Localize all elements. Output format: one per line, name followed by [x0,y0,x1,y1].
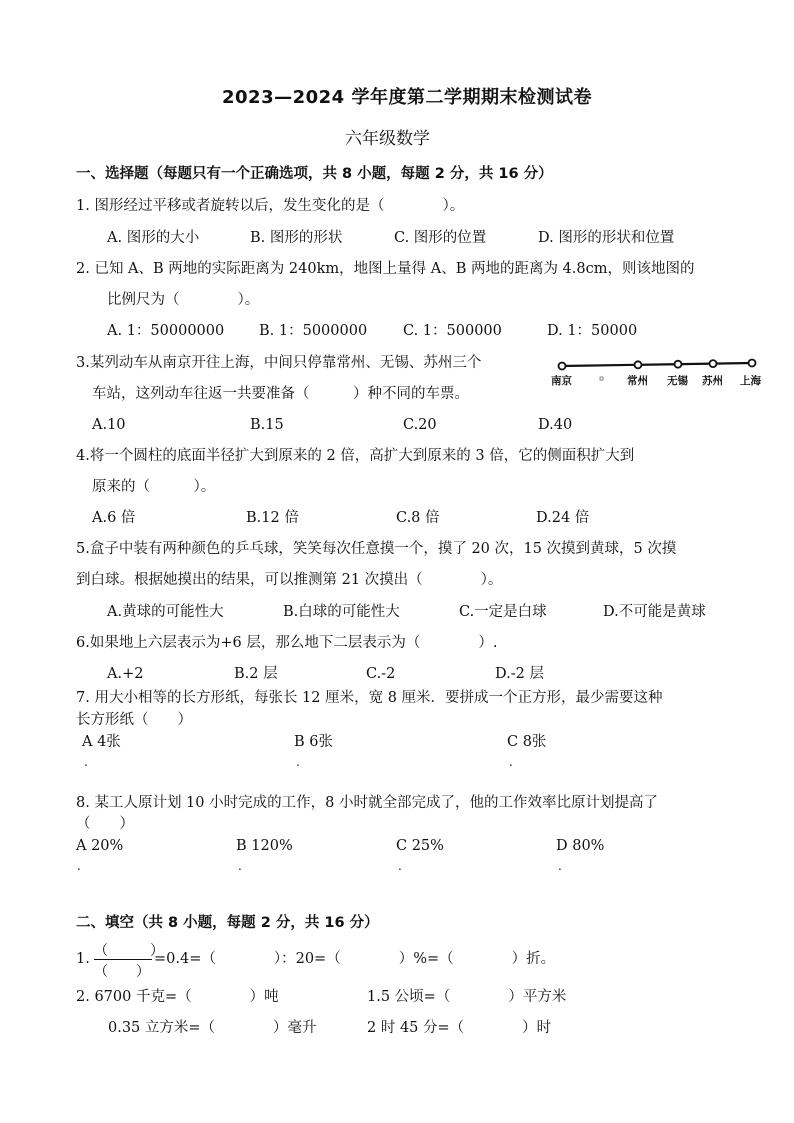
q8-dot-a: . [77,859,81,873]
station-marker-changzhou [635,361,642,368]
q6-option-b: B.2 层 [234,666,278,682]
fill-q2-item-2: 1.5 公顷=（ ）平方米 [367,989,567,1005]
q1-option-b: B. 图形的形状 [250,230,343,246]
railway-route-diagram [548,356,768,392]
station-label-suzhou: 苏州 [702,375,723,387]
q7-dot-b: . [296,755,300,769]
q8-dot-b: . [238,859,242,873]
q4-option-d: D.24 倍 [536,510,590,526]
q5-stem-2: 到白球。根据她摸出的结果，可以推测第 21 次摸出（ ）。 [76,572,503,588]
q3-option-b: B.15 [250,417,284,433]
fill-q1-number: 1. [76,951,90,967]
q4-option-c: C.8 倍 [396,510,440,526]
q5-option-c: C.一定是白球 [459,604,547,620]
q7-option-b: B 6张 [294,734,333,750]
q7-option-a: A 4张 [82,734,121,750]
fraction-bar [94,959,152,960]
q6-option-d: D.-2 层 [495,666,544,682]
q5-stem: 5.盒子中装有两种颜色的乒乓球，笑笑每次任意摸一个，摸了 20 次，15 次摸到黄球，5 次摸 [76,541,677,557]
q7-stem-2: 长方形纸（ ） [76,712,192,728]
q8-stem-2: （ ） [76,816,134,832]
fill-q1-rest: =0.4=（ ）：20=（ ）%=（ ）折。 [154,951,556,967]
q1-option-d: D. 图形的形状和位置 [538,230,675,246]
q2-stem-2: 比例尺为（ ）。 [107,292,260,308]
fraction-blank [92,940,164,980]
q1-stem: 1. 图形经过平移或者旋转以后，发生变化的是（ ）。 [76,198,465,214]
fill-q2-item-1: 2. 6700 千克=（ ）吨 [76,989,279,1005]
q3-option-c: C.20 [403,417,437,433]
fraction-numerator-blank: （ ） [94,943,164,959]
q6-option-a: A.+2 [107,666,144,682]
q8-dot-c: . [398,859,402,873]
q3-option-a: A.10 [92,417,126,433]
q2-stem: 2. 已知 A、B 两地的实际距离为 240km，地图上量得 A、B 两地的距离为 4.8cm，则该地图的 [76,261,695,277]
q6-stem: 6.如果地上六层表示为+6 层，那么地下二层表示为（ ）. [76,635,498,651]
q2-option-a: A. 1：50000000 [107,323,225,339]
fill-q2-item-4: 2 时 45 分=（ ）时 [367,1020,552,1036]
q4-option-b: B.12 倍 [246,510,299,526]
q8-dot-d: . [558,859,562,873]
q7-dot-a: . [84,755,88,769]
q3-option-d: D.40 [538,417,573,433]
section-1-heading: 一、选择题（每题只有一个正确选项，共 8 小题，每题 2 分，共 16 分） [76,166,553,182]
q5-option-d: D.不可能是黄球 [603,604,706,620]
station-marker-suzhou [710,360,717,367]
q1-option-c: C. 图形的位置 [394,230,487,246]
section-2-heading: 二、填空（共 8 小题，每题 2 分，共 16 分） [76,915,379,931]
fraction-denominator-blank: （ ） [94,964,150,980]
station-marker-nanjing [559,363,566,370]
q7-dot-c: . [509,755,513,769]
station-marker-wuxi [675,361,682,368]
fill-q2-item-3: 0.35 立方米=（ ）毫升 [108,1020,317,1036]
q2-option-c: C. 1：500000 [403,323,502,339]
q4-stem: 4.将一个圆柱的底面半径扩大到原来的 2 倍，高扩大到原来的 3 倍，它的侧面积扩大到 [76,448,635,464]
q8-option-a: A 20% [76,838,124,854]
station-label-wuxi: 无锡 [667,375,688,387]
q6-option-c: C.-2 [366,666,396,682]
station-label-changzhou: 常州 [627,375,648,387]
q7-stem: 7. 用大小相等的长方形纸，每张长 12 厘米，宽 8 厘米．要拼成一个正方形，最少需要这种 [76,690,663,706]
q1-option-a: A. 图形的大小 [107,230,200,246]
q2-option-b: B. 1：5000000 [259,323,368,339]
q3-stem-2: 车站，这列动车往返一共要准备（ ）种不同的车票。 [92,386,469,402]
q4-option-a: A.6 倍 [92,510,136,526]
q5-option-a: A.黄球的可能性大 [107,604,224,620]
q3-stem: 3.某列动车从南京开往上海，中间只停靠常州、无锡、苏州三个 [76,355,482,371]
q8-option-b: B 120% [236,838,293,854]
station-label-nanjing: 南京 [551,375,572,387]
q8-option-c: C 25% [396,838,444,854]
station-label-shanghai: 上海 [740,375,761,387]
station-marker-shanghai [749,360,756,367]
q4-stem-2: 原来的（ ）。 [92,479,216,495]
q7-option-c: C 8张 [507,734,547,750]
exam-subtitle: 六年级数学 [345,129,430,149]
q5-option-b: B.白球的可能性大 [283,604,400,620]
q2-option-d: D. 1：50000 [547,323,638,339]
exam-title: 2023—2024 学年度第二学期期末检测试卷 [222,87,592,108]
q8-option-d: D 80% [556,838,605,854]
q8-stem: 8. 某工人原计划 10 小时完成的工作，8 小时就全部完成了，他的工作效率比原计划提高了 [76,795,658,811]
